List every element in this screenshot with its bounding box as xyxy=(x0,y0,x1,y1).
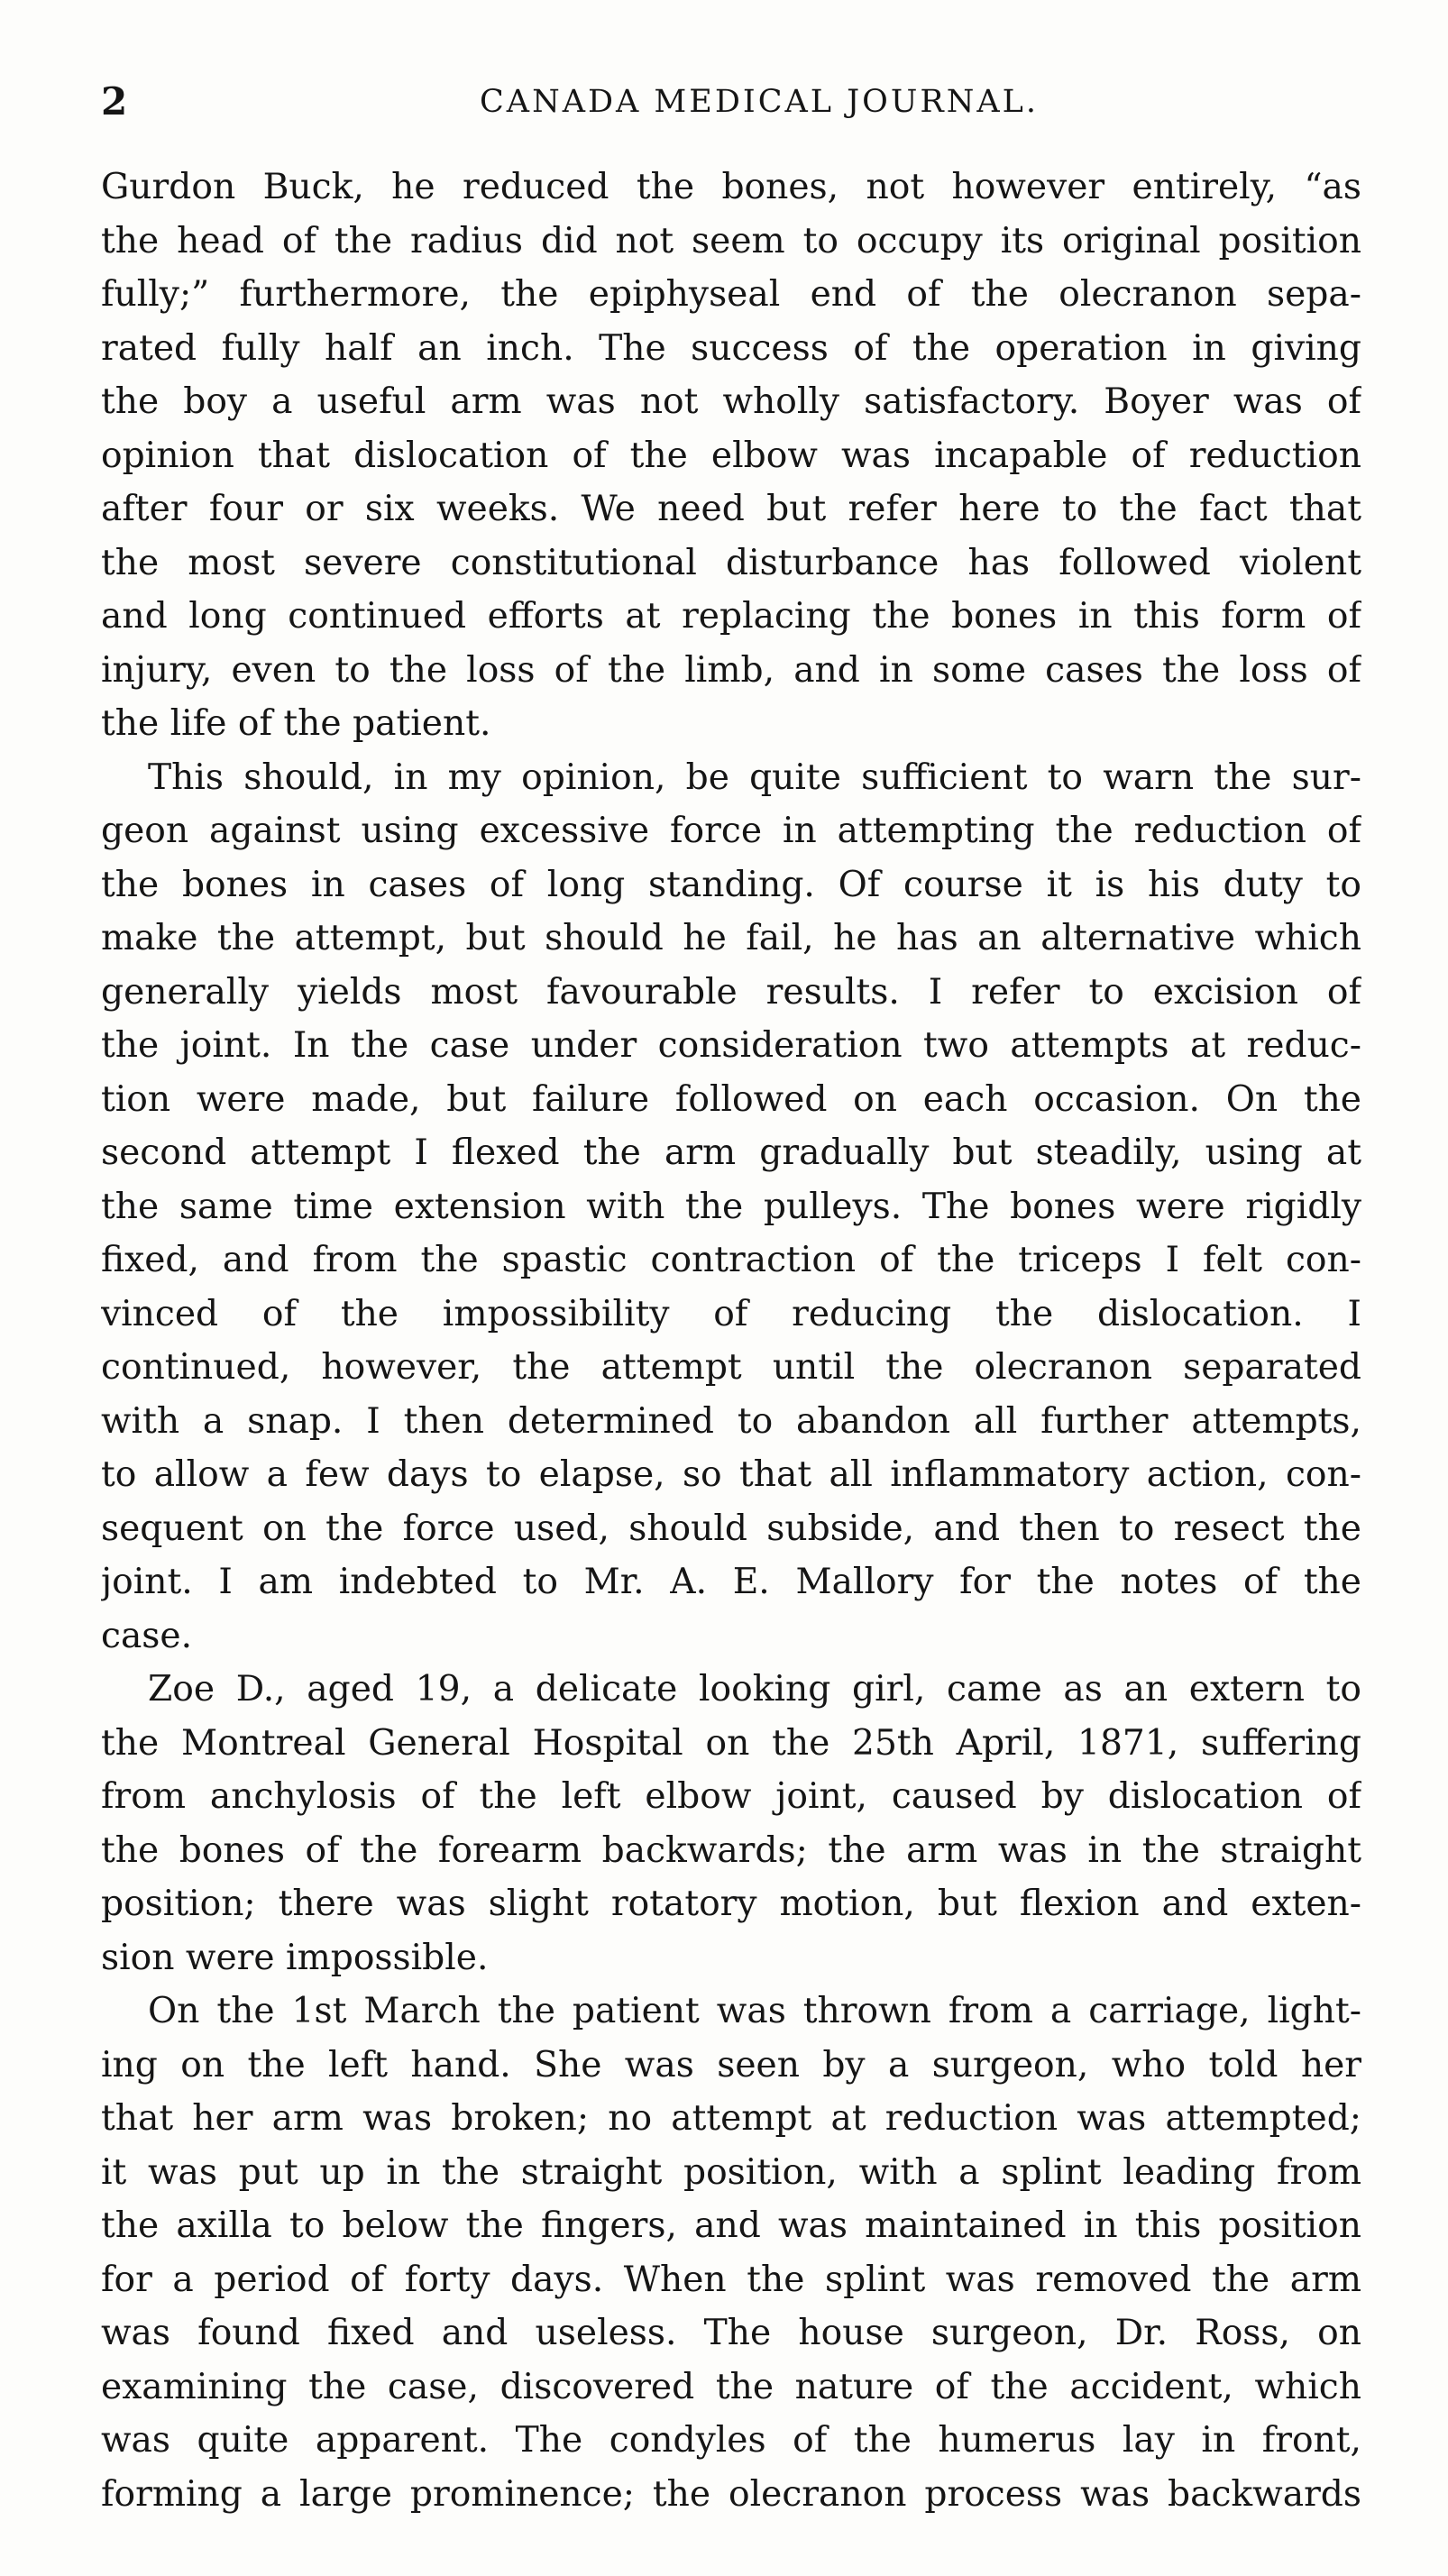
text-line: ing on the left hand. She was seen by a surgeon, who told her xyxy=(101,2044,1361,2086)
text-line: it was put up in the straight position, with a splint leading from xyxy=(101,2151,1361,2193)
paragraph-end-line: sion were impossible. xyxy=(101,1937,489,1978)
paragraph-end-line: case. xyxy=(101,1615,193,1656)
text-line: the same time extension with the pulleys. The bones were rigidly xyxy=(101,1186,1361,1227)
text-line: the Montreal General Hospital on the 25th April, 1871, suffering xyxy=(101,1722,1361,1764)
text-line: was quite apparent. The condyles of the humerus lay in front, xyxy=(101,2420,1361,2461)
text-line: opinion that dislocation of the elbow was incapable of reduction xyxy=(101,435,1361,476)
text-line: Gurdon Buck, he reduced the bones, not however entirely, “as xyxy=(101,167,1361,207)
text-line: the head of the radius did not seem to occupy its original position xyxy=(101,220,1361,261)
paragraph-end-line: the life of the patient. xyxy=(101,703,491,744)
text-line: generally yields most favourable results. I refer to excision of xyxy=(101,971,1361,1013)
text-line: the bones in cases of long standing. Of course it is his duty to xyxy=(101,864,1361,905)
text-line: the axilla to below the fingers, and was maintained in this position xyxy=(101,2205,1361,2246)
text-line: second attempt I flexed the arm gradually but steadily, using at xyxy=(101,1132,1361,1173)
text-line: after four or six weeks. We need but refer here to the fact that xyxy=(101,489,1361,529)
text-line: vinced of the impossibility of reducing the dislocation. I xyxy=(101,1293,1361,1334)
text-line: injury, even to the loss of the limb, and in some cases the loss of xyxy=(101,649,1361,691)
text-line: sequent on the force used, should subside, and then to resect the xyxy=(101,1508,1361,1549)
text-line: was found fixed and useless. The house surgeon, Dr. Ross, on xyxy=(101,2313,1361,2353)
paragraph-start-line: On the 1st March the patient was thrown from a carriage, light- xyxy=(148,1991,1361,2031)
text-line: position; there was slight rotatory motion, but flexion and exten- xyxy=(101,1884,1361,1924)
text-line: make the attempt, but should he fail, he has an alternative which xyxy=(101,918,1361,958)
text-line: for a period of forty days. When the splint was removed the arm xyxy=(101,2259,1361,2300)
text-line: that her arm was broken; no attempt at reduction was attempted; xyxy=(101,2098,1361,2139)
text-line: the most severe constitutional disturbance has followed violent xyxy=(101,542,1361,583)
text-line: fully;” furthermore, the epiphyseal end of the olecranon sepa- xyxy=(101,274,1361,315)
text-line: examining the case, discovered the nature of the accident, which xyxy=(101,2366,1361,2407)
paragraph-start-line: Zoe D., aged 19, a delicate looking girl, came as an extern to xyxy=(148,1669,1361,1710)
text-line: geon against using excessive force in attempting the reduction of xyxy=(101,811,1361,851)
paragraph-start-line: This should, in my opinion, be quite sufficient to warn the sur- xyxy=(148,756,1361,798)
article-body xyxy=(101,160,1361,2521)
text-line: joint. I am indebted to Mr. A. E. Mallory for the notes of the xyxy=(101,1562,1361,1602)
page-header xyxy=(101,70,1381,133)
running-head: CANADA MEDICAL JOURNAL. xyxy=(480,84,1039,120)
text-line: rated fully half an inch. The success of the operation in giving xyxy=(101,327,1361,369)
text-line: from anchylosis of the left elbow joint, caused by dislocation of xyxy=(101,1776,1361,1817)
page-number: 2 xyxy=(101,79,128,124)
text-line: continued, however, the attempt until the olecranon separated xyxy=(101,1347,1361,1388)
text-line: with a snap. I then determined to abandon all further attempts, xyxy=(101,1400,1361,1442)
text-line: the bones of the forearm backwards; the arm was in the straight xyxy=(101,1829,1361,1871)
text-line: the joint. In the case under consideration two attempts at reduc- xyxy=(101,1025,1361,1066)
text-line: and long continued efforts at replacing the bones in this form of xyxy=(101,596,1361,637)
text-line: forming a large prominence; the olecranon process was backwards xyxy=(101,2473,1361,2515)
text-line: to allow a few days to elapse, so that all inflammatory action, con- xyxy=(101,1454,1361,1495)
text-line: fixed, and from the spastic contraction of the triceps I felt con- xyxy=(101,1240,1361,1280)
text-line: the boy a useful arm was not wholly satisfactory. Boyer was of xyxy=(101,381,1361,422)
text-line: tion were made, but failure followed on each occasion. On the xyxy=(101,1078,1361,1120)
